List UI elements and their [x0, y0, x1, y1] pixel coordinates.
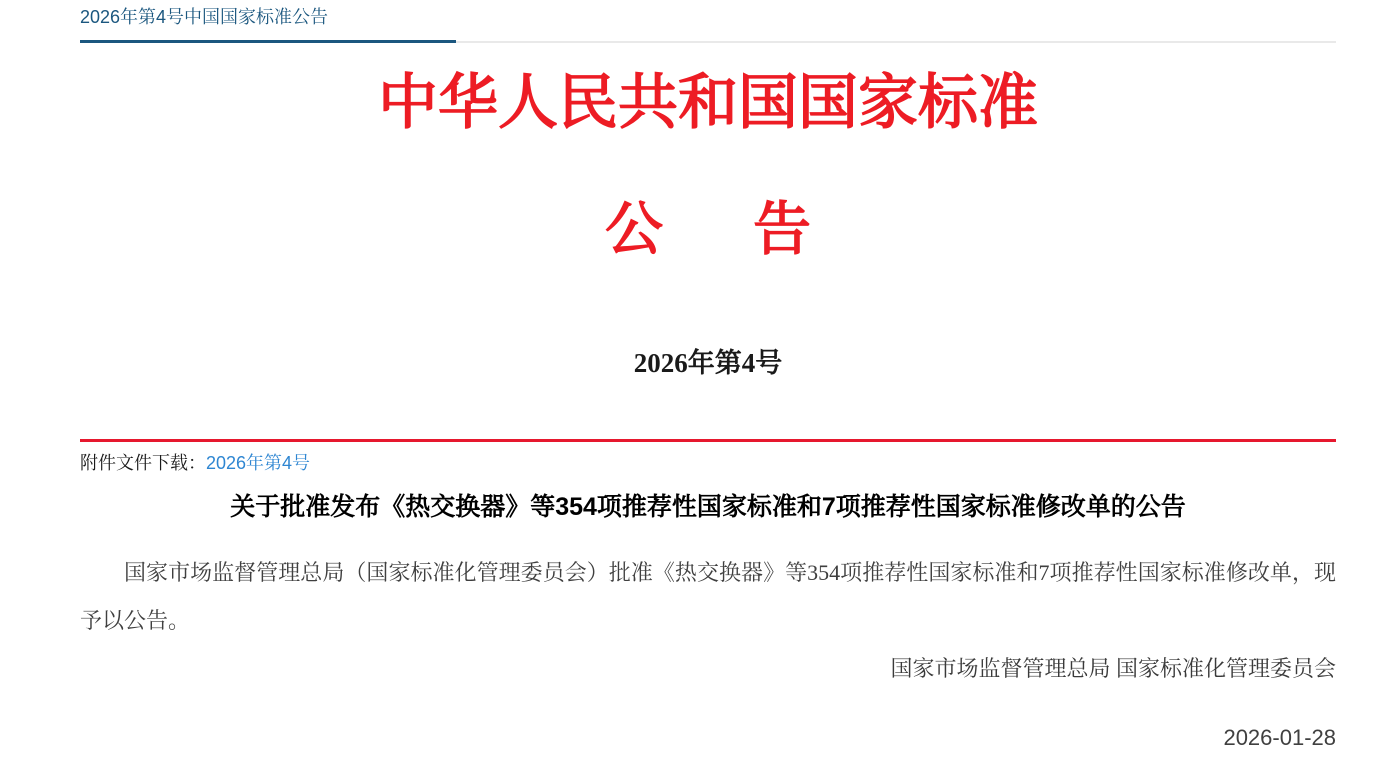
issue-date: 2026-01-28 [1223, 725, 1336, 751]
tab-standard-announcement[interactable] [80, 6, 456, 43]
attachment-row [80, 439, 1336, 475]
attachment-label: 附件文件下载： [80, 452, 206, 473]
notice-body-paragraph: 国家市场监督管理总局（国家标准化管理委员会）批准《热交换器》等354项推荐性国家标准和7项推荐性国家标准修改单，现予以公告。 [80, 560, 1336, 634]
issuer-signature: 国家市场监督管理总局 国家标准化管理委员会 [890, 656, 1336, 682]
tab-bar [80, 0, 1336, 43]
national-standard-title: 中华人民共和国国家标准 [378, 70, 1038, 136]
announcement-word: 公 告 [604, 197, 827, 262]
notice-heading: 关于批准发布《热交换器》等354项推荐性国家标准和7项推荐性国家标准修改单的公告 [230, 492, 1186, 521]
issue-number: 2026年第4号 [633, 347, 783, 378]
tab-label: 2026年第4号中国国家标准公告 [80, 7, 329, 27]
attachment-download-link[interactable]: 2026年第4号 [206, 452, 311, 473]
